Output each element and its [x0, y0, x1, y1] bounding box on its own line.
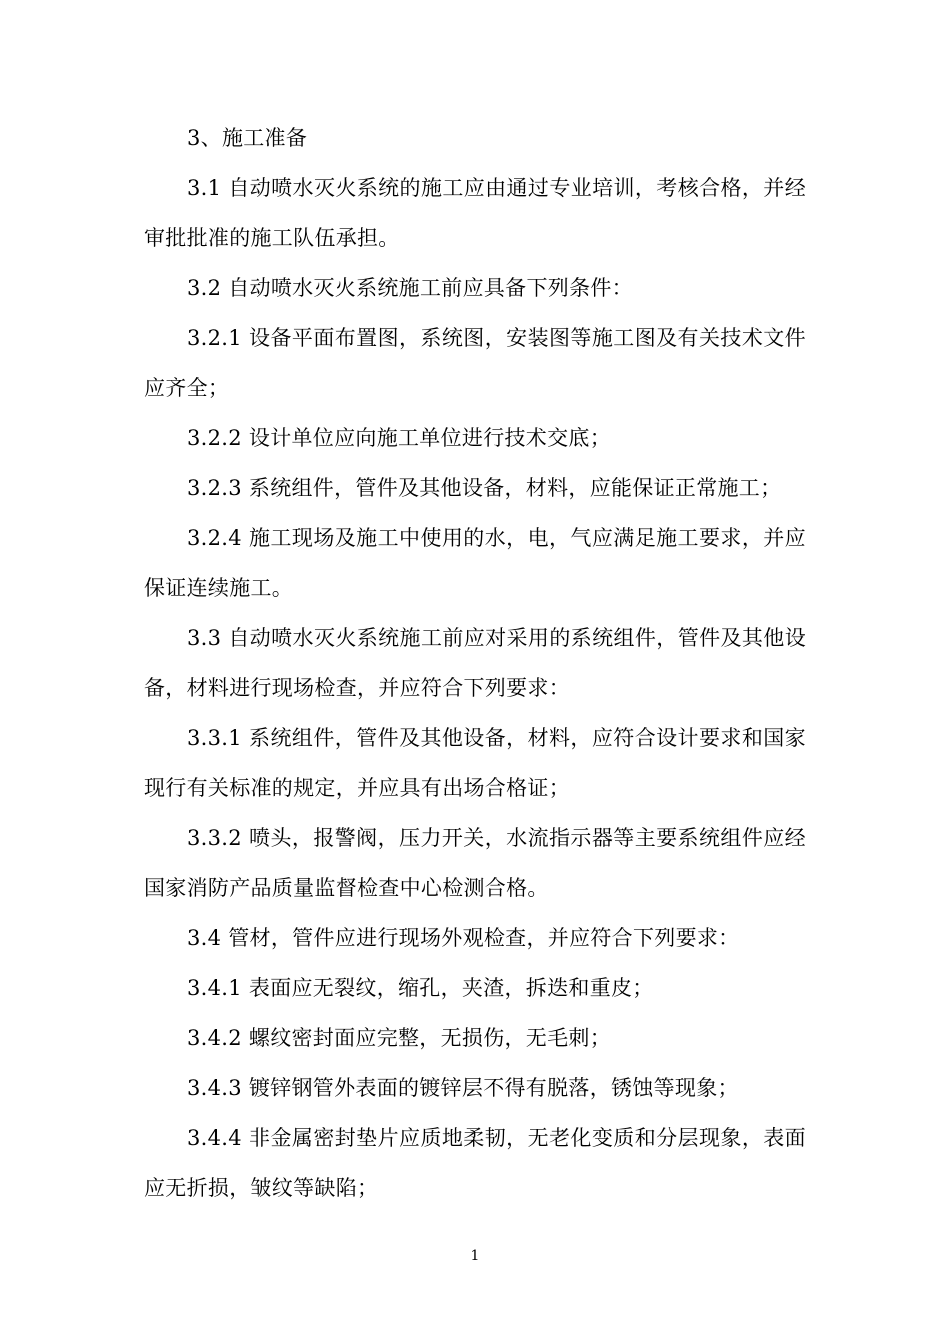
- paragraph-3-2: 3.2 自动喷水灭火系统施工前应具备下列条件：: [187, 276, 633, 300]
- paragraph-3-4-1: 3.4.1 表面应无裂纹，缩孔，夹渣，拆迭和重皮；: [187, 976, 654, 1000]
- page-number: 1: [470, 1248, 480, 1264]
- document-body: [144, 0, 806, 1213]
- paragraph-3-2-1: 3.2.1 设备平面布置图，系统图，安装图等施工图及有关技术文件应齐全；: [144, 326, 806, 400]
- paragraph-3-3-2: 3.3.2 喷头，报警阀，压力开关，水流指示器等主要系统组件应经国家消防产品质量监督检查中心检测合格。: [144, 826, 806, 900]
- paragraph-3-3-1: 3.3.1 系统组件，管件及其他设备，材料，应符合设计要求和国家现行有关标准的规定，并应具有出场合格证；: [144, 726, 806, 800]
- section-heading: 3、施工准备: [187, 126, 308, 150]
- paragraph-3-4-4: 3.4.4 非金属密封垫片应质地柔韧，无老化变质和分层现象，表面应无折损，皱纹等缺陷；: [144, 1126, 806, 1200]
- paragraph-3-3: 3.3 自动喷水灭火系统施工前应对采用的系统组件，管件及其他设备，材料进行现场检查，并应符合下列要求：: [144, 626, 806, 700]
- paragraph-3-4-2: 3.4.2 螺纹密封面应完整，无损伤，无毛刺；: [187, 1026, 612, 1050]
- paragraph-3-4: 3.4 管材，管件应进行现场外观检查，并应符合下列要求：: [187, 926, 740, 950]
- paragraph-3-2-2: 3.2.2 设计单位应向施工单位进行技术交底；: [187, 426, 612, 450]
- paragraph-3-1: 3.1 自动喷水灭火系统的施工应由通过专业培训，考核合格，并经审批批准的施工队伍承担。: [144, 176, 806, 250]
- paragraph-3-2-4: 3.2.4 施工现场及施工中使用的水，电，气应满足施工要求，并应保证连续施工。: [144, 526, 806, 600]
- paragraph-3-2-3: 3.2.3 系统组件，管件及其他设备，材料，应能保证正常施工；: [187, 476, 782, 500]
- paragraph-3-4-3: 3.4.3 镀锌钢管外表面的镀锌层不得有脱落，锈蚀等现象；: [187, 1076, 739, 1100]
